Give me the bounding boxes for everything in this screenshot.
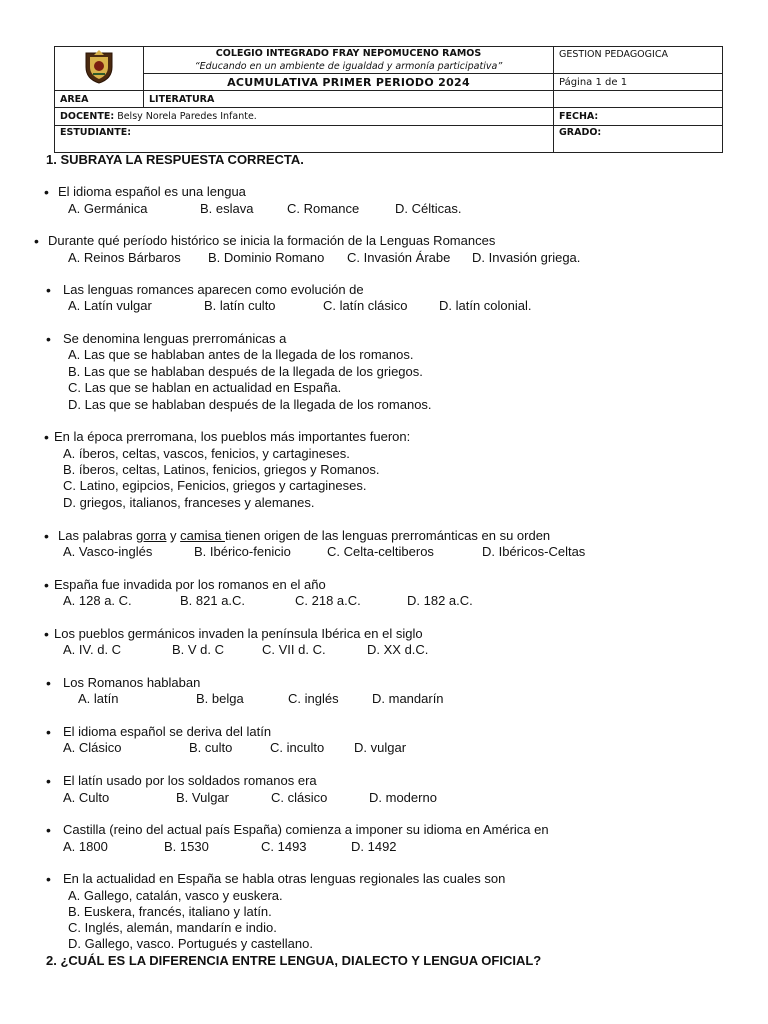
option-b[interactable]: B. Vulgar [176,790,229,805]
option-d[interactable]: D. mandarín [372,691,444,706]
option-d[interactable]: D. vulgar [354,740,407,755]
office-label: GESTION PEDAGOGICA [559,49,668,60]
option-d[interactable]: D. 182 a.C. [407,593,473,608]
exam-title-cell [144,74,554,91]
area-value: LITERATURA [144,91,554,108]
option-b[interactable]: B. latín culto [204,298,276,313]
student-field[interactable]: ESTUDIANTE: [55,126,554,153]
question-text: Los Romanos hablaban [63,675,201,690]
option-a[interactable]: A. 1800 [63,839,108,854]
option-c[interactable]: C. latín clásico [323,298,408,313]
exam-title: ACUMULATIVA PRIMER PERIODO 2024 [227,75,470,89]
option-a[interactable]: A. Germánica [68,201,148,216]
option-a[interactable]: A. 128 a. C. [63,593,132,608]
school-crest-icon [82,49,116,85]
bullet-icon: • [44,184,49,200]
question-text-pre: Las palabras [58,528,137,543]
option-c[interactable]: C. Latino, egipcios, Fenicios, griegos y cartagineses. [63,478,367,493]
option-a[interactable]: A. Las que se hablaban antes de la llegada de los romanos. [68,347,414,362]
option-a[interactable]: A. Culto [63,790,110,805]
office-cell [554,47,723,74]
bullet-icon: • [46,822,51,838]
option-c[interactable]: C. Invasión Árabe [347,250,451,265]
option-b[interactable]: B. 1530 [164,839,209,854]
school-name: COLEGIO INTEGRADO FRAY NEPOMUCENO RAMOS [215,48,482,59]
option-c[interactable]: C. Celta-celtiberos [327,544,434,559]
option-c[interactable]: C. clásico [271,790,328,805]
bullet-icon: • [44,577,49,593]
section-1-title: 1. SUBRAYA LA RESPUESTA CORRECTA. [46,152,304,167]
question-text-post: tienen origen de las lenguas prerrománticas en su orden [224,528,551,543]
option-d[interactable]: D. XX d.C. [367,642,429,657]
underlined-word-camisa: camisa [180,528,225,543]
option-d[interactable]: D. Ibéricos-Celtas [482,544,586,559]
option-b[interactable]: B. Las que se hablaban después de la llegada de los griegos. [68,364,423,379]
question-text: Castilla (reino del actual país España) comienza a imponer su idioma en América en [63,822,549,837]
option-c[interactable]: C. Las que se hablan en actualidad en España. [68,380,342,395]
option-a[interactable]: A. Gallego, catalán, vasco y euskera. [68,888,283,903]
option-d[interactable]: D. Las que se hablaban después de la llegada de los romanos. [68,397,432,412]
grade-field[interactable]: GRADO: [554,126,723,153]
school-info-cell [144,47,554,74]
school-motto: “Educando en un ambiente de igualdad y armonía participativa” [194,61,503,72]
option-d[interactable]: D. Invasión griega. [472,250,581,265]
option-c[interactable]: C. inculto [270,740,325,755]
question-text: El idioma español es una lengua [58,184,246,199]
option-c[interactable]: C. 218 a.C. [295,593,361,608]
area-label: AREA [55,91,144,108]
option-b[interactable]: B. culto [189,740,233,755]
option-b[interactable]: B. Dominio Romano [208,250,325,265]
question-text: Durante qué período histórico se inicia la formación de la Lenguas Romances [48,233,496,248]
option-a[interactable]: A. Reinos Bárbaros [68,250,181,265]
question-text: En la época prerromana, los pueblos más importantes fueron: [54,429,411,444]
teacher-name: Belsy Norela Paredes Infante. [117,111,257,122]
page-info: Página 1 de 1 [554,74,723,91]
bullet-icon: • [46,331,51,347]
bullet-icon: • [46,773,51,789]
school-logo-cell [55,47,144,91]
header-table [54,46,723,153]
bullet-icon: • [46,675,51,691]
question-text: Las lenguas romances aparecen como evolución de [63,282,364,297]
option-d[interactable]: D. moderno [369,790,437,805]
bullet-icon: • [44,528,49,544]
question-text: España fue invadida por los romanos en el año [54,577,326,592]
option-c[interactable]: C. inglés [288,691,339,706]
option-b[interactable]: B. eslava [200,201,254,216]
option-a[interactable]: A. Vasco-inglés [63,544,153,559]
option-a[interactable]: A. Latín vulgar [68,298,152,313]
bullet-icon: • [44,626,49,642]
option-a[interactable]: A. Clásico [63,740,122,755]
question-text: En la actualidad en España se habla otras lenguas regionales las cuales son [63,871,506,886]
question-text: Los pueblos germánicos invaden la península Ibérica en el siglo [54,626,423,641]
option-b[interactable]: B. 821 a.C. [180,593,246,608]
option-a[interactable]: A. latín [78,691,119,706]
question-text: El latín usado por los soldados romanos era [63,773,317,788]
option-d[interactable]: D. griegos, italianos, franceses y alemanes. [63,495,315,510]
option-b[interactable]: B. Ibérico-fenicio [194,544,291,559]
option-c[interactable]: C. 1493 [261,839,307,854]
option-b[interactable]: B. íberos, celtas, Latinos, fenicios, griegos y Romanos. [63,462,380,477]
option-c[interactable]: C. VII d. C. [262,642,326,657]
bullet-icon: • [46,871,51,887]
option-d[interactable]: D. 1492 [351,839,397,854]
option-a[interactable]: A. IV. d. C [63,642,122,657]
option-d[interactable]: D. Gallego, vasco. Portugués y castellano. [68,936,313,951]
teacher-cell [55,108,554,126]
question-text: El idioma español se deriva del latín [63,724,272,739]
teacher-label: DOCENTE: [60,111,115,122]
option-d[interactable]: D. Célticas. [395,201,462,216]
section-2-title: 2. ¿CUÁL ES LA DIFERENCIA ENTRE LENGUA, DIALECTO Y LENGUA OFICIAL? [46,953,542,968]
date-field[interactable]: FECHA: [554,108,723,126]
option-b[interactable]: B. belga [196,691,244,706]
option-b[interactable]: B. Euskera, francés, italiano y latín. [68,904,272,919]
bullet-icon: • [46,724,51,740]
option-a[interactable]: A. íberos, celtas, vascos, fenicios, y cartagineses. [63,446,350,461]
option-c[interactable]: C. Inglés, alemán, mandarín e indio. [68,920,277,935]
question-text: Se denomina lenguas prerrománicas a [63,331,287,346]
option-c[interactable]: C. Romance [287,201,360,216]
area-right-cell [554,91,723,108]
bullet-icon: • [34,233,39,249]
question-text [58,528,550,544]
option-d[interactable]: D. latín colonial. [439,298,532,313]
bullet-icon: • [44,429,49,445]
underlined-word-gorra: gorra [136,528,167,543]
question-text-mid: y [166,528,181,543]
option-b[interactable]: B. V d. C [172,642,225,657]
bullet-icon: • [46,282,51,298]
